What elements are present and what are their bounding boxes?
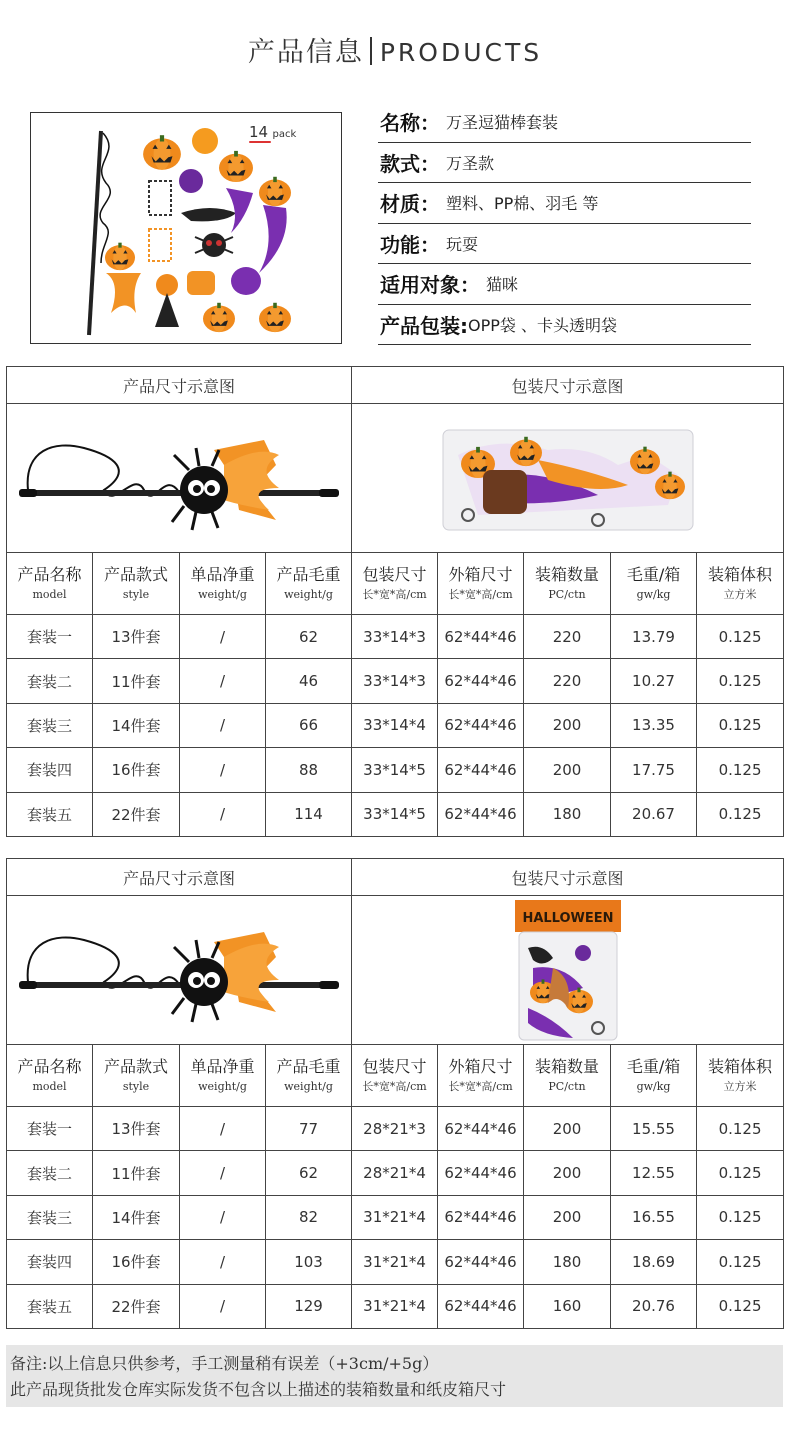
cell-carton-qty: 180 [524, 1240, 611, 1284]
cat-wand-image [14, 902, 344, 1042]
info-key: 功能： [380, 232, 440, 257]
col-header [524, 1045, 611, 1107]
pack-count-label [249, 123, 296, 141]
col-header-cn: 外箱尺寸 [448, 1057, 513, 1077]
col-header-cn: 毛重/箱 [626, 565, 681, 585]
cell-carton-volume: 0.125 [697, 659, 784, 703]
cell-style: 22件套 [93, 792, 180, 836]
cell-carton-size: 62*44*46 [438, 1240, 524, 1284]
cell-carton-qty: 220 [524, 659, 611, 703]
col-header [438, 1045, 524, 1107]
col-header-en: weight/g [284, 587, 333, 601]
cell-model: 套装一 [7, 1107, 93, 1151]
cell-package-size: 31*21*4 [352, 1240, 438, 1284]
table-row [7, 1240, 784, 1284]
cell-carton-volume: 0.125 [697, 1151, 784, 1195]
cell-style: 11件套 [93, 659, 180, 703]
cell-carton-size: 62*44*46 [438, 1151, 524, 1195]
info-row-name [378, 102, 751, 143]
column-header-row [7, 553, 784, 615]
cell-carton-weight: 13.79 [611, 615, 697, 659]
cell-gross-weight: 129 [266, 1284, 352, 1328]
cell-net-weight: / [180, 1107, 266, 1151]
product-photo [30, 112, 342, 344]
cell-net-weight: / [180, 1195, 266, 1239]
cell-gross-weight: 82 [266, 1195, 352, 1239]
info-key: 适用对象： [380, 273, 480, 298]
col-header-cn: 包装尺寸 [362, 565, 427, 585]
cell-model: 套装五 [7, 1284, 93, 1328]
cell-carton-qty: 160 [524, 1284, 611, 1328]
col-header-en: 长*宽*高/cm [448, 1079, 513, 1093]
col-header-cn: 外箱尺寸 [448, 565, 513, 585]
package-size-label: 包装尺寸示意图 [352, 859, 784, 896]
pack-unit: pack [272, 129, 297, 140]
cell-model: 套装五 [7, 792, 93, 836]
title-divider [370, 37, 372, 65]
title-en: PRODUCTS [379, 38, 543, 67]
col-header-cn: 单品净重 [190, 565, 255, 585]
col-header [697, 553, 784, 615]
cell-carton-size: 62*44*46 [438, 792, 524, 836]
table-row [7, 1107, 784, 1151]
package-size-label: 包装尺寸示意图 [352, 367, 784, 404]
cell-model: 套装二 [7, 659, 93, 703]
cell-carton-volume: 0.125 [697, 1284, 784, 1328]
cell-package-size: 31*21*4 [352, 1284, 438, 1328]
col-header [611, 553, 697, 615]
col-header [180, 553, 266, 615]
col-header-cn: 产品名称 [17, 565, 82, 585]
table-row [7, 1151, 784, 1195]
cell-carton-qty: 200 [524, 703, 611, 747]
col-header-en: gw/kg [636, 587, 671, 601]
col-header [352, 1045, 438, 1107]
info-value: 玩耍 [446, 234, 479, 254]
col-header [7, 553, 93, 615]
cell-net-weight: / [180, 792, 266, 836]
cell-net-weight: / [180, 1284, 266, 1328]
table-row [7, 1195, 784, 1239]
col-header [266, 553, 352, 615]
cell-model: 套装三 [7, 703, 93, 747]
product-size-label: 产品尺寸示意图 [7, 859, 352, 896]
cell-gross-weight: 62 [266, 1151, 352, 1195]
section-header [7, 859, 784, 896]
col-header-cn: 产品毛重 [276, 565, 341, 585]
product-info-list [378, 102, 751, 345]
cell-carton-size: 62*44*46 [438, 703, 524, 747]
cell-style: 16件套 [93, 1240, 180, 1284]
product-set-illustration [31, 113, 342, 344]
col-header-en: gw/kg [636, 1079, 671, 1093]
cell-style: 13件套 [93, 615, 180, 659]
cell-carton-qty: 200 [524, 748, 611, 792]
cell-package-size: 33*14*5 [352, 748, 438, 792]
table-row [7, 748, 784, 792]
cell-model: 套装二 [7, 1151, 93, 1195]
cell-carton-weight: 17.75 [611, 748, 697, 792]
col-header-en: 长*宽*高/cm [448, 587, 513, 601]
column-header-row [7, 1045, 784, 1107]
cell-carton-weight: 15.55 [611, 1107, 697, 1151]
col-header [93, 1045, 180, 1107]
cell-net-weight: / [180, 615, 266, 659]
cell-style: 14件套 [93, 1195, 180, 1239]
notes-box [6, 1345, 783, 1407]
cell-net-weight: / [180, 703, 266, 747]
col-header-cn: 装箱数量 [535, 565, 600, 585]
col-header-en: model [32, 587, 67, 601]
cell-style: 13件套 [93, 1107, 180, 1151]
cell-net-weight: / [180, 748, 266, 792]
info-row-target [378, 264, 751, 305]
cell-carton-weight: 12.55 [611, 1151, 697, 1195]
col-header-cn: 装箱数量 [535, 1057, 600, 1077]
cell-carton-volume: 0.125 [697, 1107, 784, 1151]
col-header-cn: 毛重/箱 [626, 1057, 681, 1077]
opp-bag-image [438, 425, 698, 535]
diagram-row [7, 404, 784, 553]
cell-carton-size: 62*44*46 [438, 1195, 524, 1239]
col-header-en: weight/g [284, 1079, 333, 1093]
cell-carton-qty: 220 [524, 615, 611, 659]
cell-carton-qty: 200 [524, 1195, 611, 1239]
col-header-en: weight/g [198, 587, 247, 601]
cell-carton-volume: 0.125 [697, 1240, 784, 1284]
cell-carton-size: 62*44*46 [438, 1107, 524, 1151]
cell-carton-weight: 20.76 [611, 1284, 697, 1328]
cell-carton-size: 62*44*46 [438, 659, 524, 703]
cell-net-weight: / [180, 1151, 266, 1195]
info-key: 材质： [380, 192, 440, 217]
cell-gross-weight: 114 [266, 792, 352, 836]
cell-carton-size: 62*44*46 [438, 1284, 524, 1328]
cell-net-weight: / [180, 1240, 266, 1284]
col-header-cn: 包装尺寸 [362, 1057, 427, 1077]
col-header-cn: 产品毛重 [276, 1057, 341, 1077]
cell-carton-weight: 20.67 [611, 792, 697, 836]
col-header-en: 立方米 [723, 1079, 757, 1093]
cell-gross-weight: 77 [266, 1107, 352, 1151]
col-header [7, 1045, 93, 1107]
cell-carton-volume: 0.125 [697, 792, 784, 836]
diagram-row [7, 896, 784, 1045]
info-value: 猫咪 [486, 275, 519, 295]
info-value: OPP袋 、卡头透明袋 [468, 315, 617, 335]
cell-carton-size: 62*44*46 [438, 748, 524, 792]
col-header-cn: 产品款式 [103, 565, 168, 585]
spec-table-1 [6, 366, 784, 837]
cat-wand-image [14, 410, 344, 550]
cell-package-size: 28*21*3 [352, 1107, 438, 1151]
table-row [7, 659, 784, 703]
col-header-en: style [122, 1079, 150, 1093]
cell-gross-weight: 62 [266, 615, 352, 659]
info-value: 万圣款 [446, 153, 495, 173]
info-value: 万圣逗猫棒套装 [446, 113, 559, 133]
cell-net-weight: / [180, 659, 266, 703]
cell-carton-volume: 0.125 [697, 703, 784, 747]
col-header [438, 553, 524, 615]
col-header-en: style [122, 587, 150, 601]
cell-style: 14件套 [93, 703, 180, 747]
info-row-style [378, 143, 751, 184]
halloween-card-text: HALLOWEEN [521, 910, 614, 926]
product-size-diagram [7, 896, 352, 1045]
cell-package-size: 33*14*4 [352, 703, 438, 747]
cell-carton-volume: 0.125 [697, 1195, 784, 1239]
product-size-label: 产品尺寸示意图 [7, 367, 352, 404]
pack-underline [249, 141, 271, 143]
section-header [7, 367, 784, 404]
col-header-cn: 产品款式 [103, 1057, 168, 1077]
cell-model: 套装三 [7, 1195, 93, 1239]
cell-carton-qty: 200 [524, 1107, 611, 1151]
cell-style: 11件套 [93, 1151, 180, 1195]
cell-package-size: 28*21*4 [352, 1151, 438, 1195]
cell-gross-weight: 46 [266, 659, 352, 703]
package-size-diagram [352, 404, 784, 553]
col-header [266, 1045, 352, 1107]
info-value: 塑料、PP棉、羽毛 等 [446, 194, 599, 214]
pack-count: 14 [249, 123, 269, 141]
cell-carton-volume: 0.125 [697, 748, 784, 792]
cell-gross-weight: 66 [266, 703, 352, 747]
cell-gross-weight: 88 [266, 748, 352, 792]
cell-package-size: 33*14*3 [352, 615, 438, 659]
cell-package-size: 33*14*5 [352, 792, 438, 836]
info-row-function [378, 224, 751, 265]
col-header-en: 立方米 [723, 587, 757, 601]
cell-style: 22件套 [93, 1284, 180, 1328]
table-row [7, 1284, 784, 1328]
col-header-en: model [32, 1079, 67, 1093]
col-header-en: 长*宽*高/cm [362, 1079, 427, 1093]
col-header-en: PC/ctn [548, 587, 586, 601]
cell-carton-weight: 18.69 [611, 1240, 697, 1284]
col-header-en: 长*宽*高/cm [362, 587, 427, 601]
cell-carton-weight: 16.55 [611, 1195, 697, 1239]
cell-carton-weight: 10.27 [611, 659, 697, 703]
info-row-packaging [378, 305, 751, 346]
cell-model: 套装四 [7, 1240, 93, 1284]
col-header-cn: 装箱体积 [708, 1057, 773, 1077]
page-title [0, 30, 790, 69]
table-row [7, 615, 784, 659]
col-header [611, 1045, 697, 1107]
note-shipping: 此产品现货批发仓库实际发货不包含以上描述的装箱数量和纸皮箱尺寸 [10, 1380, 507, 1399]
title-cn: 产品信息 [247, 37, 364, 68]
col-header [697, 1045, 784, 1107]
cell-carton-weight: 13.35 [611, 703, 697, 747]
col-header [180, 1045, 266, 1107]
col-header-cn: 单品净重 [190, 1057, 255, 1077]
col-header-en: weight/g [198, 1079, 247, 1093]
info-key: 名称： [380, 111, 440, 136]
cell-carton-qty: 200 [524, 1151, 611, 1195]
cell-style: 16件套 [93, 748, 180, 792]
product-size-diagram [7, 404, 352, 553]
cell-model: 套装一 [7, 615, 93, 659]
package-size-diagram [352, 896, 784, 1045]
table-row [7, 792, 784, 836]
cell-package-size: 33*14*3 [352, 659, 438, 703]
cell-model: 套装四 [7, 748, 93, 792]
cell-package-size: 31*21*4 [352, 1195, 438, 1239]
col-header-cn: 装箱体积 [708, 565, 773, 585]
note-disclaimer: 备注:以上信息只供参考，手工测量稍有误差（+3cm/+5g） [10, 1354, 439, 1373]
info-key: 款式： [380, 151, 440, 176]
cell-carton-volume: 0.125 [697, 615, 784, 659]
table-row [7, 703, 784, 747]
col-header [93, 553, 180, 615]
col-header-cn: 产品名称 [17, 1057, 82, 1077]
spec-table-2 [6, 858, 784, 1329]
cell-carton-size: 62*44*46 [438, 615, 524, 659]
col-header [524, 553, 611, 615]
col-header-en: PC/ctn [548, 1079, 586, 1093]
header-card-bag-image [513, 898, 623, 1043]
cell-carton-qty: 180 [524, 792, 611, 836]
cell-gross-weight: 103 [266, 1240, 352, 1284]
col-header [352, 553, 438, 615]
info-key: 产品包装: [380, 313, 468, 338]
info-row-material [378, 183, 751, 224]
